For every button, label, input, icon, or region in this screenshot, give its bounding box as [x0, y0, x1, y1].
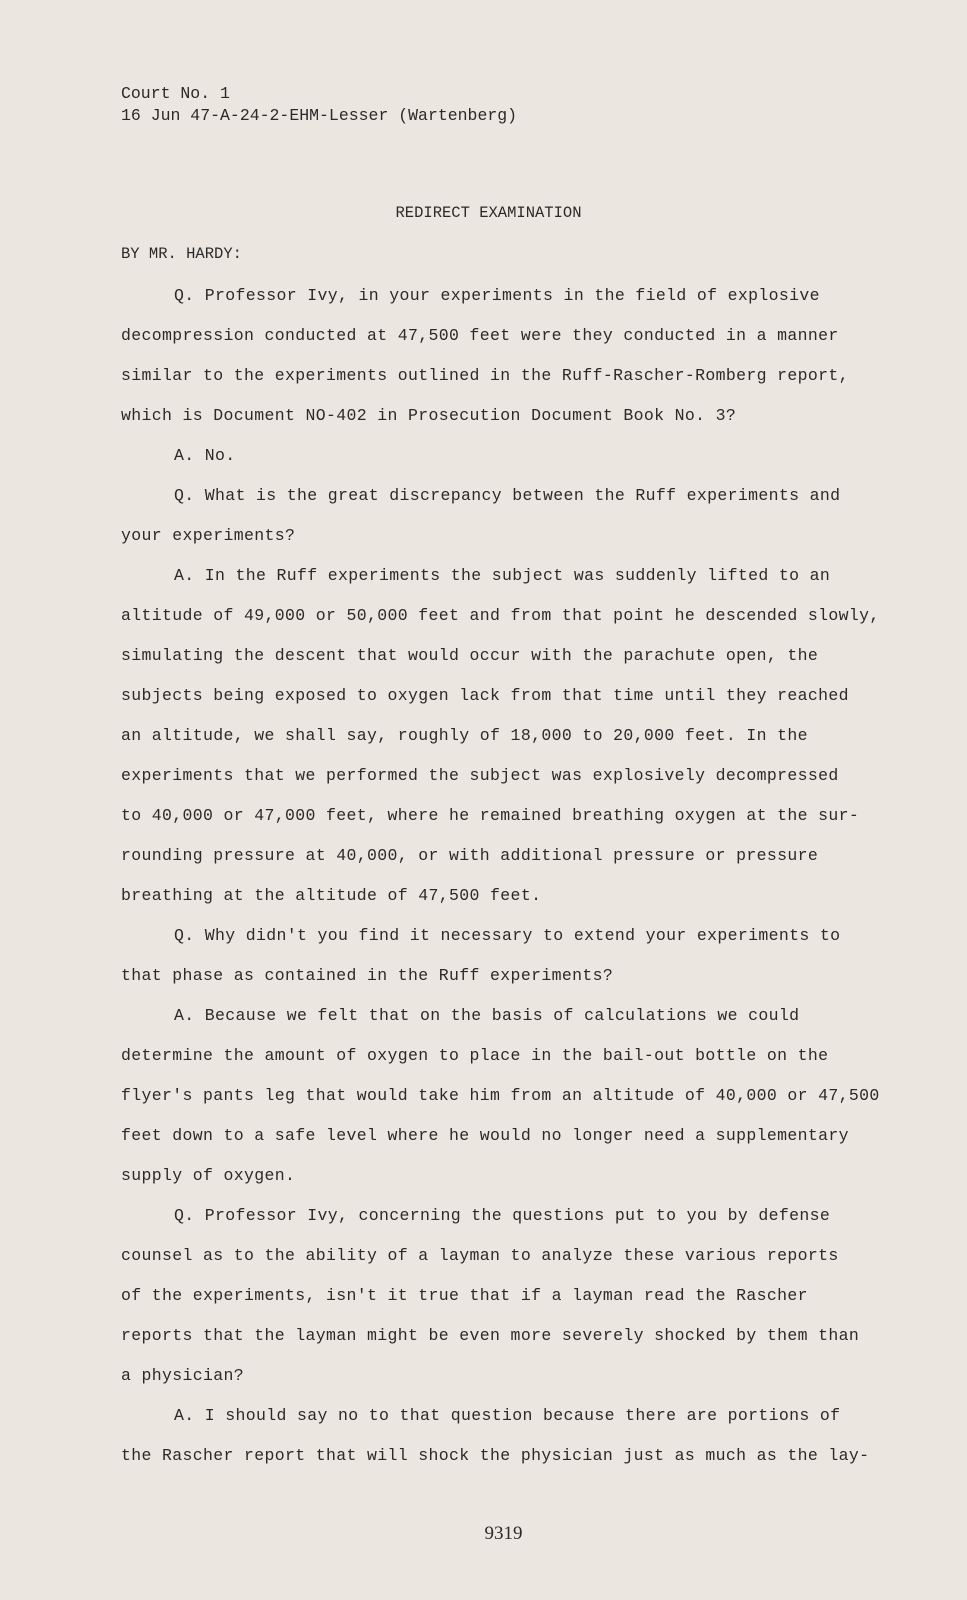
court-number: Court No. 1 — [121, 84, 230, 103]
document-reference: 16 Jun 47-A-24-2-EHM-Lesser (Wartenberg) — [121, 106, 518, 125]
transcript-line: that phase as contained in the Ruff experiments? — [121, 966, 614, 985]
examiner-line: BY MR. HARDY: — [121, 245, 242, 263]
transcript-line: the Rascher report that will shock the physician just as much as the lay- — [121, 1446, 870, 1465]
transcript-line: altitude of 49,000 or 50,000 feet and from that point he descended slowly, — [121, 606, 880, 625]
transcript-line: a physician? — [121, 1366, 245, 1385]
transcript-line: flyer's pants leg that would take him from an altitude of 40,000 or 47,500 — [121, 1086, 880, 1105]
transcript-line: breathing at the altitude of 47,500 feet. — [121, 886, 542, 905]
transcript-line: which is Document NO-402 in Prosecution Document Book No. 3? — [121, 406, 737, 425]
page-number: 9319 — [484, 1523, 523, 1544]
transcript-line: rounding pressure at 40,000, or with additional pressure or pressure — [121, 846, 819, 865]
transcript-line: Q. Professor Ivy, concerning the questions put to you by defense — [174, 1206, 831, 1225]
transcript-line: reports that the layman might be even more severely shocked by them than — [121, 1326, 860, 1345]
transcript-line: to 40,000 or 47,000 feet, where he remained breathing oxygen at the sur- — [121, 806, 860, 825]
transcript-line: A. Because we felt that on the basis of calculations we could — [174, 1006, 800, 1025]
transcript-line: subjects being exposed to oxygen lack from that time until they reached — [121, 686, 849, 705]
transcript-line: similar to the experiments outlined in the Ruff-Rascher-Romberg report, — [121, 366, 849, 385]
transcript-line: of the experiments, isn't it true that if a layman read the Rascher — [121, 1286, 808, 1305]
transcript-line: counsel as to the ability of a layman to analyze these various reports — [121, 1246, 839, 1265]
transcript-line: Q. What is the great discrepancy between the Ruff experiments and — [174, 486, 841, 505]
transcript-line: simulating the descent that would occur with the parachute open, the — [121, 646, 819, 665]
transcript-line: experiments that we performed the subject was explosively decompressed — [121, 766, 839, 785]
transcript-line: your experiments? — [121, 526, 296, 545]
transcript-line: supply of oxygen. — [121, 1166, 296, 1185]
section-title: REDIRECT EXAMINATION — [395, 204, 582, 222]
transcript-line: Q. Why didn't you find it necessary to extend your experiments to — [174, 926, 841, 945]
transcript-line: A. No. — [174, 446, 236, 465]
transcript-line: decompression conducted at 47,500 feet were they conducted in a manner — [121, 326, 839, 345]
transcript-line: determine the amount of oxygen to place in the bail-out bottle on the — [121, 1046, 829, 1065]
transcript-line: Q. Professor Ivy, in your experiments in the field of explosive — [174, 286, 820, 305]
transcript-line: an altitude, we shall say, roughly of 18,000 to 20,000 feet. In the — [121, 726, 808, 745]
transcript-line: A. I should say no to that question because there are portions of — [174, 1406, 841, 1425]
transcript-line: feet down to a safe level where he would no longer need a supplementary — [121, 1126, 849, 1145]
transcript-line: A. In the Ruff experiments the subject was suddenly lifted to an — [174, 566, 831, 585]
